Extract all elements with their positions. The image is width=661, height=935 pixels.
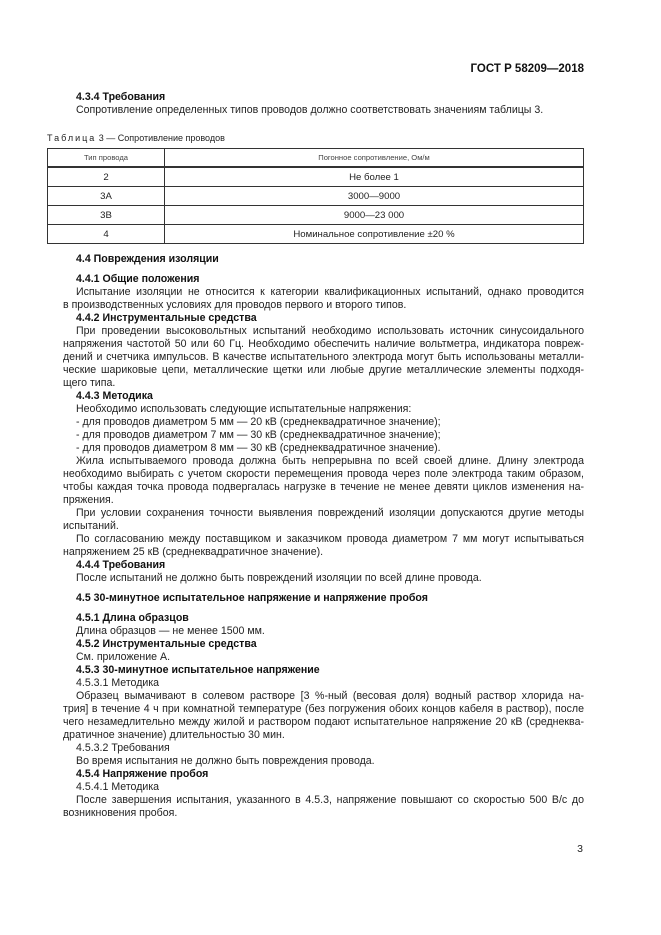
text-line: При условии сохранения точности выявления повреждений изоляции допускаются другие методы	[76, 507, 584, 519]
table-cell: 9000—23 000	[165, 206, 584, 225]
text-line: Испытание изоляции не относится к категории квалификационных испытаний, однако проводится	[76, 286, 584, 298]
paragraph	[63, 755, 584, 768]
section-heading: 4.4.3 Методика	[76, 390, 153, 402]
paragraph	[63, 690, 584, 742]
text-line: возникновения пробоя.	[63, 807, 178, 819]
paragraph	[63, 794, 584, 820]
table-cell: 4	[48, 225, 165, 244]
paragraph	[63, 104, 584, 117]
text-line: трия] в течение 4 ч при комнатной температуре (без погружения обоих концов кабеля в раствор), после	[63, 703, 584, 715]
voltage-list	[63, 403, 584, 455]
resistance-table	[47, 148, 584, 244]
text-line: напряжением 25 кВ (среднеквадратичное значение).	[63, 546, 324, 558]
section-heading: 4.5.3 30-минутное испытательное напряжение	[76, 664, 320, 676]
text-line: Образец вымачивают в солевом растворе [3 %-ный (весовая доля) водный раствор хлорида на-	[76, 690, 584, 702]
paragraph	[63, 572, 584, 585]
text-line: По согласованию между поставщиком и заказчиком провода диаметром 7 мм могут испытываться	[76, 533, 584, 545]
text-line: После испытаний не должно быть повреждений изоляции по всей длине провода.	[76, 572, 482, 584]
table-header-row	[48, 149, 584, 168]
text-line: Сопротивление определенных типов проводов должно соответствовать значениям таблицы 3.	[76, 104, 544, 116]
list-item: - для проводов диаметром 7 мм — 30 кВ (среднеквадратичное значение);	[76, 429, 441, 441]
subsection-heading: 4.5.3.2 Требования	[76, 742, 170, 754]
paragraph	[63, 325, 584, 390]
list-item: - для проводов диаметром 5 мм — 20 кВ (среднеквадратичное значение);	[76, 416, 441, 428]
table-cell: Номинальное сопротивление ±20 %	[165, 225, 584, 244]
section-heading: 4.5.1 Длина образцов	[76, 612, 189, 624]
section-heading: 4.5.4 Напряжение пробоя	[76, 768, 209, 780]
text-line: испытаний.	[63, 520, 119, 532]
section-heading: 4.5.2 Инструментальные средства	[76, 638, 257, 650]
section-heading: 4.4.2 Инструментальные средства	[76, 312, 257, 324]
section-heading: 4.4.4 Требования	[76, 559, 166, 571]
table-cell: 2	[48, 167, 165, 187]
subsection-heading: 4.5.3.1 Методика	[76, 677, 160, 689]
text-line: в производственных условиях для проводов первого и второго типов.	[63, 299, 407, 311]
text-line: чтобы каждая точка провода подвергалась нагрузке в течение не менее девяти циклов изменения на-	[63, 481, 584, 493]
table-row	[48, 225, 584, 244]
section-heading: 4.4 Повреждения изоляции	[76, 253, 219, 265]
list-item: - для проводов диаметром 8 мм — 30 кВ (среднеквадратичное значение).	[76, 442, 441, 454]
column-header: Погонное сопротивление, Ом/м	[165, 149, 584, 168]
text-line: пряжения.	[63, 494, 114, 506]
text-line: См. приложение А.	[76, 651, 171, 663]
table-row	[48, 167, 584, 187]
table-cell: 3В	[48, 206, 165, 225]
table-caption	[47, 132, 568, 145]
text-line: дратичное значение) длительностью 30 мин.	[63, 729, 285, 741]
paragraph	[63, 507, 584, 533]
text-line: Длина образцов — не менее 1500 мм.	[76, 625, 265, 637]
text-line: дений и счетчика импульсов. В качестве испытательного электрода могут быть использованы металли-	[63, 351, 584, 363]
paragraph	[63, 533, 584, 559]
table-row	[48, 187, 584, 206]
section-heading: 4.5 30-минутное испытательное напряжение и напряжение пробоя	[76, 592, 428, 604]
list-intro: Необходимо использовать следующие испытательные напряжения:	[76, 403, 412, 415]
text-line: напряжения частотой 50 или 60 Гц. Необходимо обеспечить наличие вольтметра, индикатора повреж-	[63, 338, 584, 350]
paragraph	[63, 455, 584, 507]
table-caption-title: 3 — Сопротивление проводов	[96, 133, 225, 143]
text-line: Жила испытываемого провода должна быть непрерывна по всей своей длине. Длину электрода	[76, 455, 584, 467]
section-heading: 4.3.4 Требования	[76, 91, 166, 103]
table-cell: 3000—9000	[165, 187, 584, 206]
text-line: необходимо выбирать с учетом скорости перемещения провода через поле электрода таким образом,	[63, 468, 584, 480]
subsection-heading: 4.5.4.1 Методика	[76, 781, 160, 793]
page-number: 3	[577, 843, 583, 855]
table-cell: Не более 1	[165, 167, 584, 187]
column-header: Тип провода	[48, 149, 165, 168]
text-line: щего типа.	[63, 377, 116, 389]
text-line: Во время испытания не должно быть повреждения провода.	[76, 755, 375, 767]
text-line: ческие шариковые цепи, металлические щетки или любые другие металлические элементы подходя-	[63, 364, 584, 376]
document-id: ГОСТ Р 58209—2018	[470, 63, 584, 75]
paragraph	[63, 625, 584, 638]
text-line: чего незамедлительно между жилой и раствором подают испытательное напряжение 20 кВ (среднеква-	[63, 716, 584, 728]
section-heading: 4.4.1 Общие положения	[76, 273, 200, 285]
page-content	[47, 91, 584, 820]
text-line: После завершения испытания, указанного в 4.5.3, напряжение повышают со скоростью 500 В/с до	[76, 794, 584, 806]
table-row	[48, 206, 584, 225]
paragraph	[63, 651, 584, 664]
table-caption-prefix: Таблица	[47, 133, 97, 143]
table-cell: 3А	[48, 187, 165, 206]
paragraph	[63, 286, 584, 312]
text-line: При проведении высоковольтных испытаний необходимо использовать источник синусоидального	[76, 325, 584, 337]
